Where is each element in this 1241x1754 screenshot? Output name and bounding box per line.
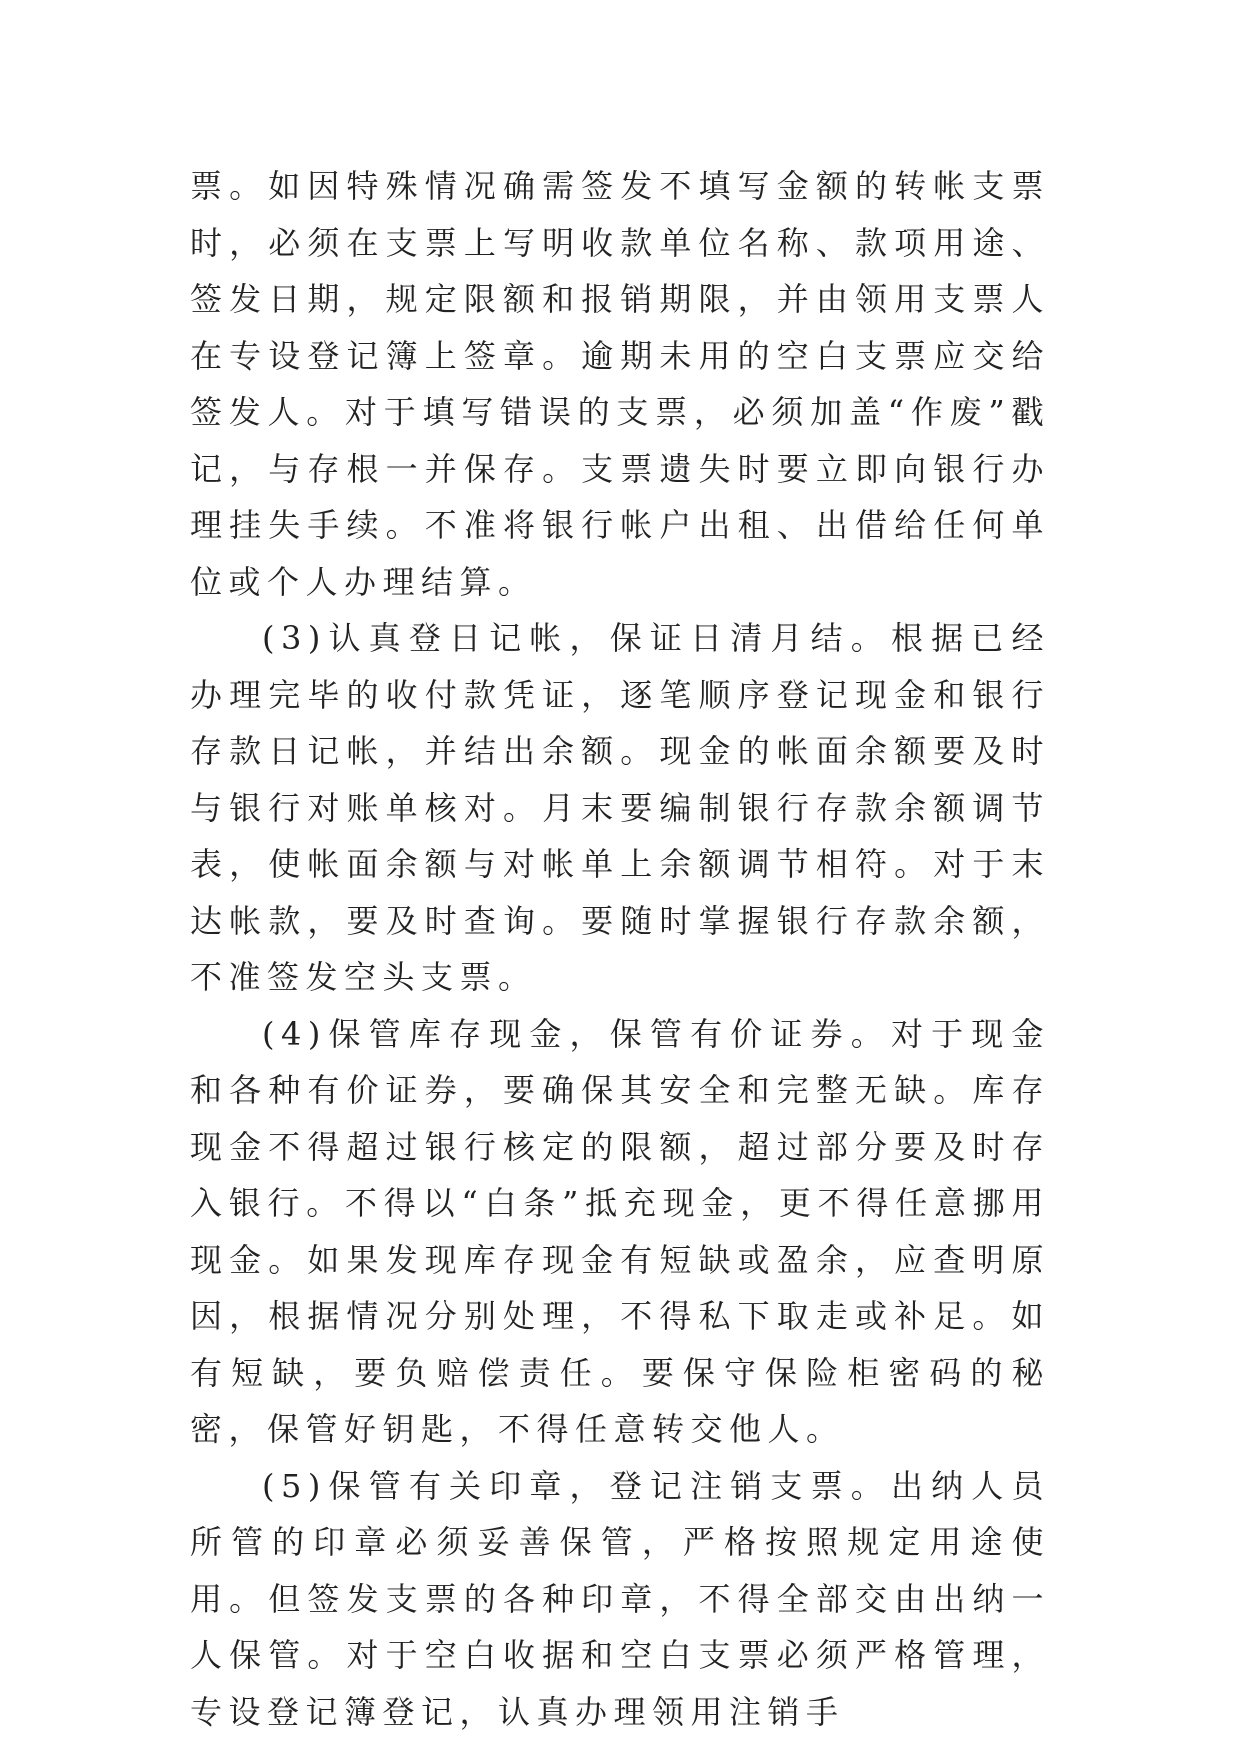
paragraph-item-3: (3)认真登日记帐，保证日清月结。根据已经办理完毕的收付款凭证，逐笔顺序登记现金和银行存款日记帐，并结出余额。现金的帐面余额要及时与银行对账单核对。月末要编制银行存款余额调节表，使帐面余额与对帐单上余额调节相符。对于末达帐款，要及时查询。要随时掌握银行存款余额，不准签发空头支票。: [190, 619, 1050, 996]
paragraph-continuation: 票。如因特殊情况确需签发不填写金额的转帐支票时，必须在支票上写明收款单位名称、款项用途、签发日期，规定限额和报销期限，并由领用支票人在专设登记簿上签章。逾期未用的空白支票应交给签发人。对于填写错误的支票，必须加盖“作废”戳记，与存根一并保存。支票遗失时要立即向银行办理挂失手续。不准将银行帐户出租、出借给任何单位或个人办理结算。: [190, 167, 1050, 601]
paragraph-item-5: (5)保管有关印章，登记注销支票。出纳人员所管的印章必须妥善保管，严格按照规定用途使用。但签发支票的各种印章，不得全部交由出纳一人保管。对于空白收据和空白支票必须严格管理，专设登记簿登记，认真办理领用注销手: [190, 1466, 1050, 1731]
document-page: [190, 158, 1050, 1740]
paragraph-item-4: (4)保管库存现金，保管有价证券。对于现金和各种有价证券，要确保其安全和完整无缺。库存现金不得超过银行核定的限额，超过部分要及时存入银行。不得以“白条”抵充现金，更不得任意挪用现金。如果发现库存现金有短缺或盈余，应查明原因，根据情况分别处理，不得私下取走或补足。如有短缺，要负赔偿责任。要保守保险柜密码的秘密，保管好钥匙，不得任意转交他人。: [190, 1014, 1050, 1448]
